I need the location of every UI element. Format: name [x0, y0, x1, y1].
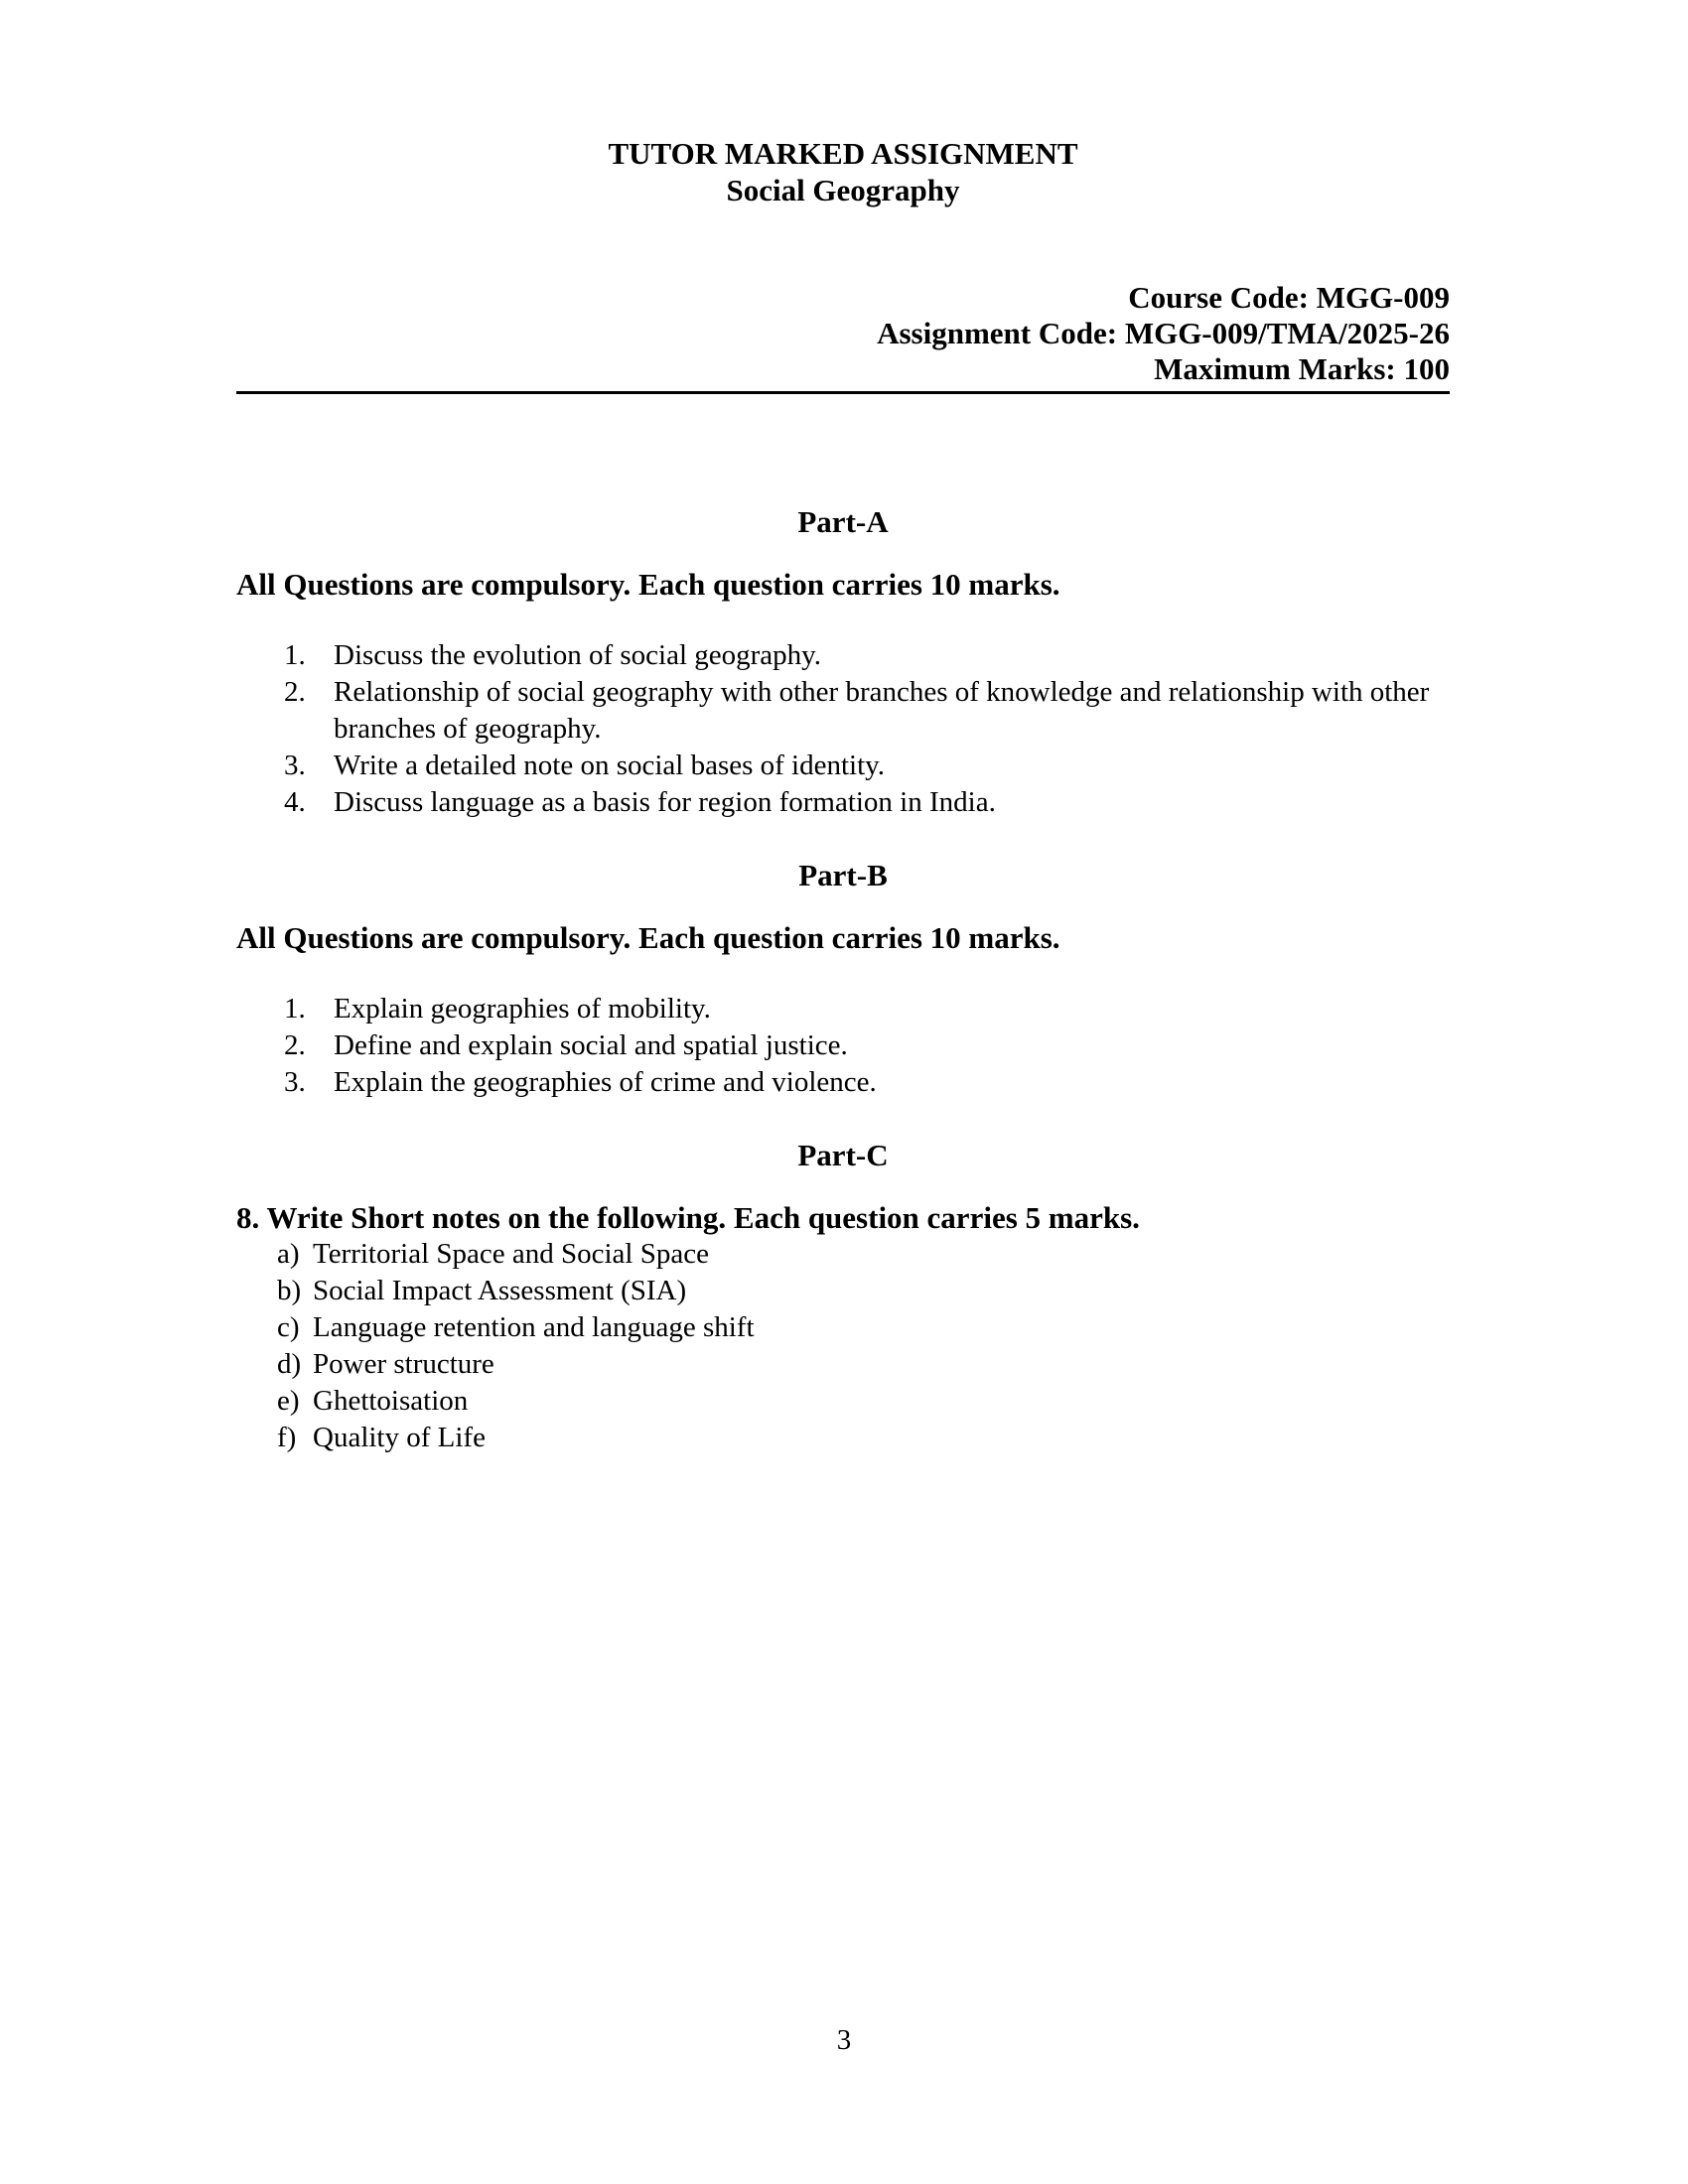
note-label: c)	[277, 1311, 300, 1343]
question-text: Write a detailed note on social bases of identity.	[334, 750, 886, 781]
question-text: Explain the geographies of crime and violence.	[334, 1066, 877, 1098]
question-text: Explain geographies of mobility.	[334, 993, 711, 1024]
title-line-2: Social Geography	[726, 173, 960, 207]
list-item	[236, 637, 1450, 674]
question-number: 3.	[284, 1066, 306, 1098]
page-number: 3	[836, 2024, 852, 2056]
list-item	[236, 991, 1450, 1027]
note-text: Ghettoisation	[313, 1385, 469, 1417]
part-b-instruction: All Questions are compulsory. Each question carries 10 marks.	[236, 920, 1060, 955]
note-label: b)	[277, 1275, 302, 1306]
question-number: 1.	[284, 993, 306, 1024]
max-marks-line: Maximum Marks: 100	[1154, 351, 1450, 386]
list-item	[236, 1420, 1450, 1456]
list-item	[236, 784, 1450, 821]
header-divider	[236, 391, 1450, 394]
codes-block	[236, 280, 1450, 387]
list-item	[236, 1383, 1450, 1420]
list-item	[236, 748, 1450, 784]
list-item	[236, 1027, 1450, 1064]
list-item	[236, 1273, 1450, 1309]
part-b-heading: Part-B	[798, 858, 888, 892]
question-text: Discuss the evolution of social geography.	[334, 639, 822, 671]
note-text: Territorial Space and Social Space	[313, 1238, 709, 1270]
note-label: d)	[277, 1348, 302, 1380]
question-number: 2.	[284, 676, 306, 708]
part-a-question-list	[236, 637, 1450, 821]
question-text: Define and explain social and spatial justice.	[334, 1029, 848, 1061]
list-item	[236, 1346, 1450, 1383]
document-title	[236, 135, 1450, 208]
list-item	[236, 1236, 1450, 1273]
part-c-short-notes-list	[236, 1236, 1450, 1456]
note-text: Power structure	[313, 1348, 494, 1380]
course-code-line: Course Code: MGG-009	[1128, 280, 1450, 315]
part-c-instruction: 8. Write Short notes on the following. Each question carries 5 marks.	[236, 1200, 1140, 1235]
part-a-instruction: All Questions are compulsory. Each question carries 10 marks.	[236, 567, 1060, 602]
list-item	[236, 1309, 1450, 1346]
question-number: 3.	[284, 750, 306, 781]
question-number: 1.	[284, 639, 306, 671]
note-text: Quality of Life	[313, 1422, 486, 1453]
note-text: Language retention and language shift	[313, 1311, 755, 1343]
question-text: Relationship of social geography with other branches of knowledge and relationship with other branches of geography.	[334, 676, 1430, 745]
question-number: 2.	[284, 1029, 306, 1061]
list-item	[236, 1064, 1450, 1101]
part-b-question-list	[236, 991, 1450, 1101]
part-c-heading: Part-C	[797, 1138, 889, 1172]
title-line-1: TUTOR MARKED ASSIGNMENT	[608, 136, 1078, 171]
part-a-heading: Part-A	[797, 504, 889, 539]
note-label: e)	[277, 1385, 300, 1417]
list-item	[236, 674, 1450, 748]
assignment-code-line: Assignment Code: MGG-009/TMA/2025-26	[877, 316, 1450, 350]
question-text: Discuss language as a basis for region formation in India.	[334, 786, 996, 818]
note-text: Social Impact Assessment (SIA)	[313, 1275, 687, 1306]
question-number: 4.	[284, 786, 306, 818]
note-label: f)	[277, 1422, 297, 1453]
document-content	[236, 135, 1450, 1456]
note-label: a)	[277, 1238, 300, 1270]
